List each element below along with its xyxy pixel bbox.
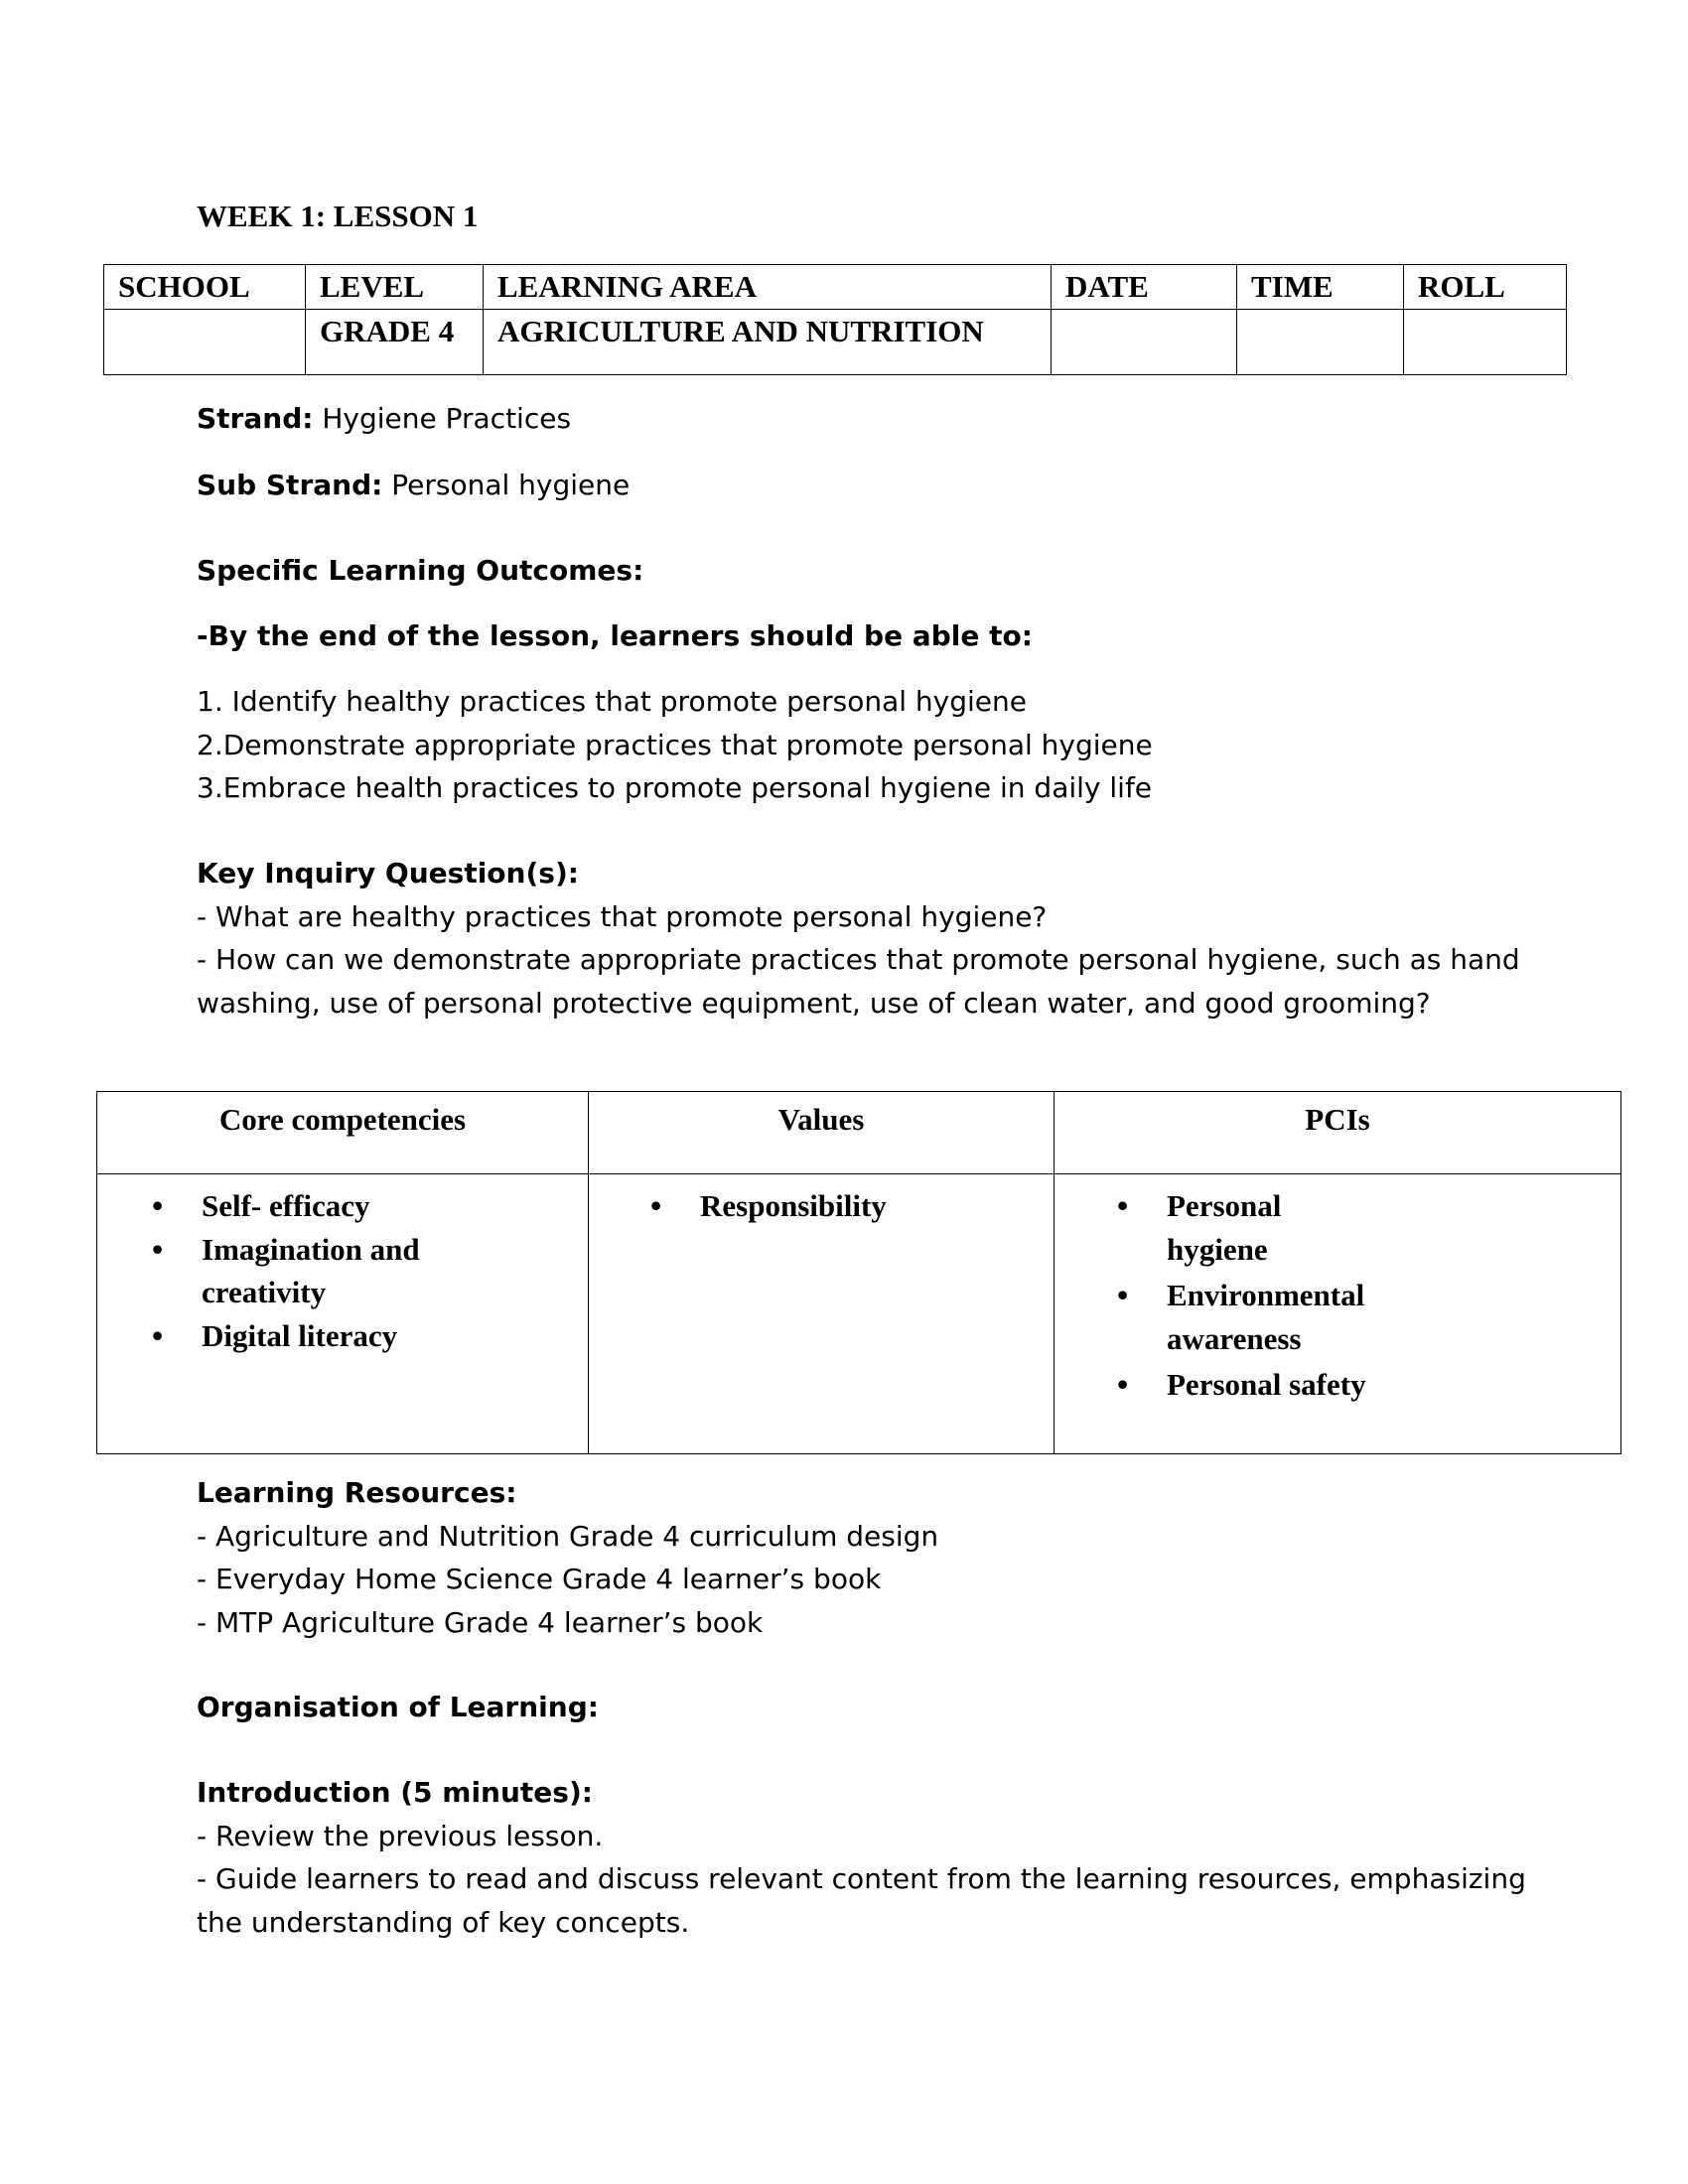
- outcomes-list: [197, 680, 1153, 810]
- header-level: LEVEL: [306, 265, 484, 310]
- competency-item: • Imagination and creativity: [89, 1228, 450, 1314]
- inquiry-line: - What are healthy practices that promote personal hygiene?: [197, 899, 1048, 933]
- values-cell: [589, 1174, 1055, 1454]
- strand-line: [197, 397, 571, 441]
- outcome-item: 1. Identify healthy practices that promote personal hygiene: [197, 685, 1027, 718]
- week-lesson-title: WEEK 1: LESSON 1: [197, 199, 479, 233]
- resources-heading: Learning Resources:: [197, 1476, 517, 1509]
- introduction-section: [197, 1771, 1526, 1944]
- organisation-heading: [197, 1686, 599, 1729]
- header-learning-area: LEARNING AREA: [484, 265, 1052, 310]
- outcome-item: 2.Demonstrate appropriate practices that promote personal hygiene: [197, 728, 1153, 761]
- pcis-cell: [1055, 1174, 1621, 1454]
- strand-value: Hygiene Practices: [313, 402, 572, 435]
- competency-item: • Digital literacy: [89, 1314, 587, 1358]
- value-item: • Responsibility: [588, 1184, 1053, 1228]
- cell-school: [104, 310, 306, 375]
- inquiry-line: - How can we demonstrate appropriate practices that promote personal hygiene, such as hand: [197, 943, 1520, 976]
- outcomes-heading-text: Specific Learning Outcomes:: [197, 554, 644, 587]
- header-pcis: PCIs: [1055, 1092, 1621, 1174]
- header-time: TIME: [1237, 265, 1404, 310]
- header-date: DATE: [1052, 265, 1237, 310]
- outcomes-intro: [197, 614, 1033, 658]
- core-competencies-cell: [97, 1174, 589, 1454]
- cell-time: [1237, 310, 1404, 375]
- cell-date: [1052, 310, 1237, 375]
- lesson-info-header-row: [104, 265, 1567, 310]
- pci-item: • Personal safety: [1055, 1363, 1619, 1407]
- organisation-heading-text: Organisation of Learning:: [197, 1691, 599, 1723]
- resource-item: - Agriculture and Nutrition Grade 4 curriculum design: [197, 1519, 939, 1553]
- sub-strand-line: [197, 464, 630, 507]
- pci-item: • Environmental awareness: [1055, 1274, 1395, 1360]
- introduction-line: - Review the previous lesson.: [197, 1819, 604, 1852]
- resource-item: - Everyday Home Science Grade 4 learner’s book: [197, 1563, 882, 1595]
- outcomes-intro-text: -By the end of the lesson, learners should be able to:: [197, 619, 1033, 652]
- inquiry-line: washing, use of personal protective equipment, use of clean water, and good grooming?: [197, 986, 1431, 1020]
- introduction-line: - Guide learners to read and discuss relevant content from the learning resources, emphasizing: [197, 1862, 1526, 1895]
- resource-item: - MTP Agriculture Grade 4 learner’s book: [197, 1605, 764, 1639]
- inquiry-heading: Key Inquiry Question(s):: [197, 857, 579, 889]
- header-values: Values: [589, 1092, 1055, 1174]
- pci-item: • Personal hygiene: [1055, 1184, 1296, 1271]
- sub-strand-value: Personal hygiene: [382, 469, 631, 501]
- strand-label: Strand:: [197, 402, 314, 435]
- inquiry-section: [197, 852, 1520, 1024]
- competencies-table: [96, 1091, 1621, 1454]
- resources-section: [197, 1471, 938, 1644]
- introduction-line: the understanding of key concepts.: [197, 1905, 690, 1939]
- introduction-heading: Introduction (5 minutes):: [197, 1776, 593, 1809]
- outcome-item: 3.Embrace health practices to promote personal hygiene in daily life: [197, 771, 1153, 804]
- competency-item: • Self- efficacy: [89, 1184, 587, 1228]
- header-core-competencies: Core competencies: [97, 1092, 589, 1174]
- lesson-info-table: [103, 264, 1567, 375]
- competencies-body-row: [97, 1174, 1621, 1454]
- lesson-info-value-row: [104, 310, 1567, 375]
- header-roll: ROLL: [1404, 265, 1567, 310]
- header-school: SCHOOL: [104, 265, 306, 310]
- competencies-header-row: [97, 1092, 1621, 1174]
- outcomes-heading: [197, 549, 643, 593]
- cell-learning-area: AGRICULTURE AND NUTRITION: [484, 310, 1052, 375]
- sub-strand-label: Sub Strand:: [197, 469, 383, 501]
- cell-roll: [1404, 310, 1567, 375]
- cell-level: GRADE 4: [306, 310, 484, 375]
